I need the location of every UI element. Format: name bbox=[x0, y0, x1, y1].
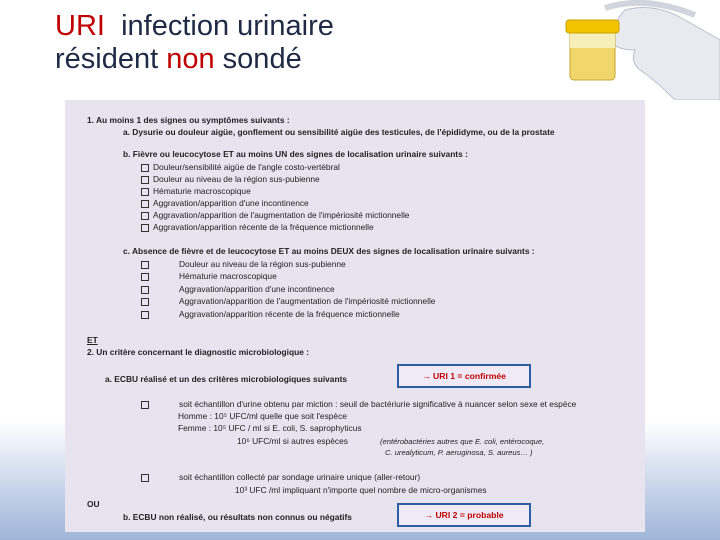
checkbox-icon bbox=[141, 176, 149, 184]
male-threshold: Homme : 10⁵ UFC/ml quelle que soit l'espèce bbox=[178, 411, 347, 421]
checkbox-icon bbox=[141, 188, 149, 196]
list-item: Hématurie macroscopique bbox=[141, 270, 277, 282]
uri2-probable-box: → URI 2 = probable bbox=[397, 503, 531, 527]
checkbox-icon bbox=[141, 224, 149, 232]
species-note-2: C. urealyticum, P. aeruginosa, S. aureus… ) bbox=[385, 448, 533, 457]
title-part5: sondé bbox=[214, 43, 302, 75]
checkbox-icon bbox=[141, 474, 149, 482]
list-item: Aggravation/apparition récente de la fréquence mictionnelle bbox=[141, 221, 374, 233]
checkbox-icon bbox=[141, 273, 149, 281]
criteria-panel bbox=[65, 100, 645, 532]
list-item: soit échantillon d'urine obtenu par miction : seuil de bactériurie significative à nuancer selon sexe et espèce bbox=[141, 398, 576, 410]
urine-sample-cup-glove-icon bbox=[545, 0, 720, 100]
list-item: Aggravation/apparition de l'augmentation de l'impériosité mictionnelle bbox=[141, 295, 435, 307]
list-item: Aggravation/apparition d'une incontinence bbox=[141, 283, 335, 295]
checkbox-icon bbox=[141, 164, 149, 172]
catheter-threshold: 10³ UFC /ml impliquant n'importe quel nombre de micro-organismes bbox=[235, 485, 487, 495]
list-item: Aggravation/apparition de l'augmentation de l'impériosité mictionnelle bbox=[141, 209, 409, 221]
title-part2: infection urinaire bbox=[104, 10, 334, 42]
checkbox-icon bbox=[141, 261, 149, 269]
checkbox-icon bbox=[141, 311, 149, 319]
criterion-2a: a. ECBU réalisé et un des critères microbiologiques suivants bbox=[105, 374, 348, 384]
list-item: Hématurie macroscopique bbox=[141, 185, 251, 197]
list-item: Douleur au niveau de la région sus-pubienne bbox=[141, 258, 346, 270]
and-label: ET bbox=[87, 335, 98, 345]
checkbox-icon bbox=[141, 401, 149, 409]
checkbox-icon bbox=[141, 298, 149, 306]
checkbox-icon bbox=[141, 200, 149, 208]
or-label: OU bbox=[87, 499, 100, 509]
uri1-confirmed-box: → URI 1 = confirmée bbox=[397, 364, 531, 388]
checkbox-icon bbox=[141, 212, 149, 220]
title-part3: résident bbox=[55, 43, 167, 75]
species-note-1: (entérobactéries autres que E. coli, entérocoque, bbox=[380, 437, 545, 446]
criterion-1c: c. Absence de fièvre et de leucocytose ET au moins DEUX des signes de localisation urinaire suivants : bbox=[123, 246, 535, 256]
other-species-threshold: 10⁶ UFC/ml si autres espèces bbox=[237, 436, 348, 446]
criterion-1b: b. Fièvre ou leucocytose ET au moins UN des signes de localisation urinaire suivants : bbox=[123, 149, 468, 159]
criterion-2b: b. ECBU non réalisé, ou résultats non connus ou négatifs bbox=[123, 512, 352, 522]
criterion-1a: a. Dysurie ou douleur aigüe, gonflement ou sensibilité aigüe des testicules, de l'épididyme, ou de la prostate bbox=[123, 127, 555, 137]
checkbox-icon bbox=[141, 286, 149, 294]
list-item: soit échantillon collecté par sondage urinaire unique (aller-retour) bbox=[141, 471, 420, 483]
list-item: Aggravation/apparition récente de la fréquence mictionnelle bbox=[141, 308, 400, 320]
list-item: Douleur/sensibilité aigüe de l'angle costo-vertébral bbox=[141, 161, 340, 173]
title-uri: URI bbox=[55, 10, 105, 42]
slide-title bbox=[55, 10, 334, 76]
list-item: Aggravation/apparition d'une incontinence bbox=[141, 197, 309, 209]
female-threshold: Femme : 10⁵ UFC / ml si E. coli, S. saprophyticus bbox=[178, 423, 362, 433]
criterion-2: 2. Un critère concernant le diagnostic microbiologique : bbox=[87, 347, 309, 357]
criterion-1: 1. Au moins 1 des signes ou symptômes suivants : bbox=[87, 115, 290, 125]
title-non: non bbox=[166, 43, 215, 75]
list-item: Douleur au niveau de la région sus-pubienne bbox=[141, 173, 320, 185]
